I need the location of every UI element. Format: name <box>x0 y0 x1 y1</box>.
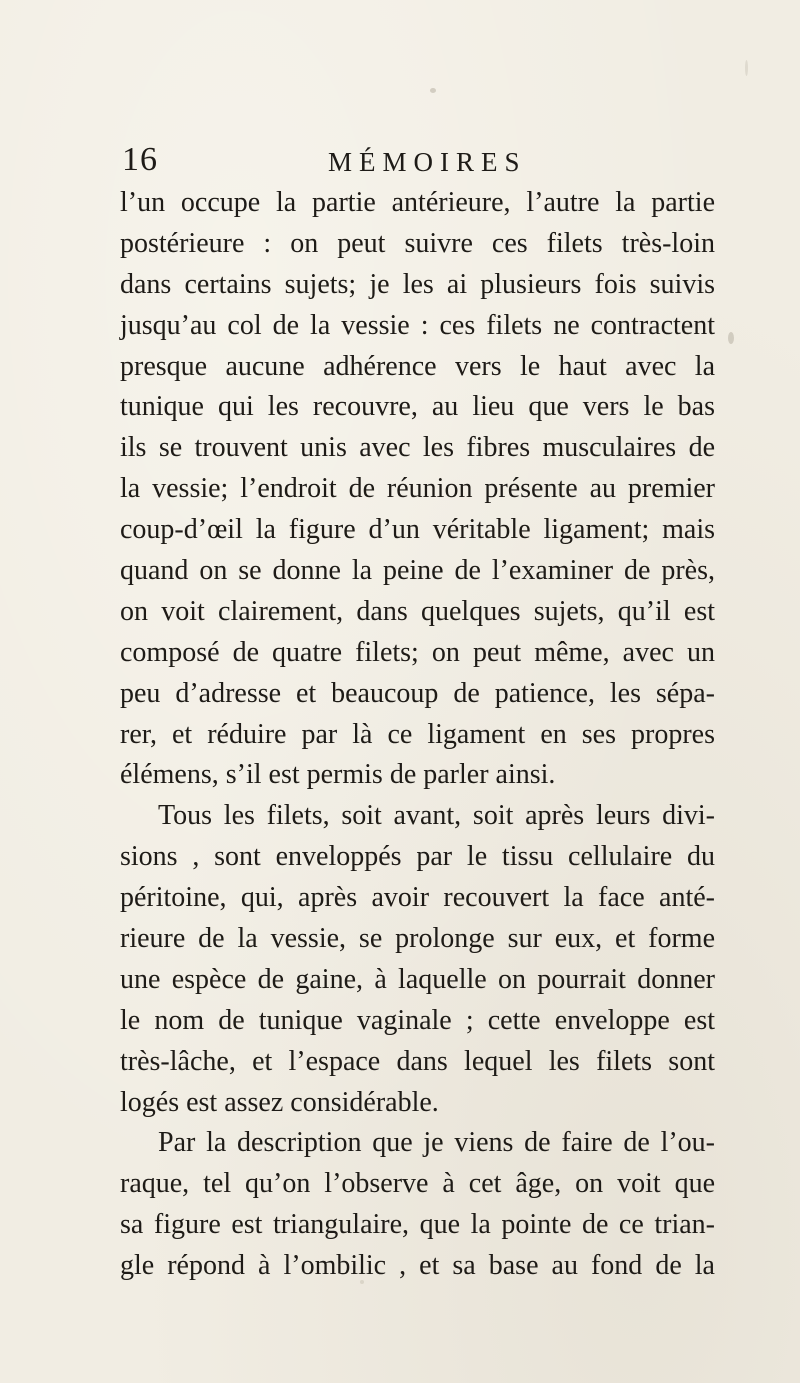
page-header <box>122 140 712 180</box>
text-line: le nom de tunique vaginale ; cette enveloppe est <box>120 1004 715 1036</box>
text-line: presque aucune adhérence vers le haut avec la <box>120 350 715 382</box>
text-line: sa figure est triangulaire, que la pointe de ce trian- <box>120 1209 715 1241</box>
paper-spot <box>430 88 436 93</box>
text-line: on voit clairement, dans quelques sujets, qu’il est <box>120 595 715 627</box>
text-line: péritoine, qui, après avoir recouvert la face anté- <box>120 882 715 914</box>
text-line-paragraph-start: Par la description que je viens de faire de l’ou- <box>158 1127 715 1159</box>
text-line: raque, tel qu’on l’observe à cet âge, on voit que <box>120 1168 715 1200</box>
text-line: une espèce de gaine, à laquelle on pourrait donner <box>120 963 715 995</box>
text-line: coup-d’œil la figure d’un véritable ligament; mais <box>120 514 715 546</box>
paper-spot <box>728 332 734 344</box>
text-line: ils se trouvent unis avec les fibres musculaires de <box>120 432 715 464</box>
text-line: la vessie; l’endroit de réunion présente au premier <box>120 473 715 505</box>
text-line: composé de quatre filets; on peut même, avec un <box>120 636 715 668</box>
paper-spot <box>745 60 748 76</box>
text-line: tunique qui les recouvre, au lieu que vers le bas <box>120 391 715 423</box>
page-number: 16 <box>122 141 158 178</box>
text-line: très-lâche, et l’espace dans lequel les filets sont <box>120 1045 715 1077</box>
text-line: rieure de la vessie, se prolonge sur eux, et forme <box>120 923 715 955</box>
body-text <box>120 183 715 1287</box>
text-line: rer, et réduire par là ce ligament en ses propres <box>120 718 715 750</box>
text-line-paragraph-start: Tous les filets, soit avant, soit après leurs divi- <box>158 800 715 832</box>
text-line: peu d’adresse et beaucoup de patience, les sépa- <box>120 677 715 709</box>
text-line: dans certains sujets; je les ai plusieurs fois suivis <box>120 268 715 300</box>
text-line-paragraph-end: élémens, s’il est permis de parler ainsi. <box>120 759 556 791</box>
text-line: quand on se donne la peine de l’examiner de près, <box>120 555 715 587</box>
running-head: MÉMOIRES <box>328 147 527 177</box>
text-line: jusqu’au col de la vessie : ces filets ne contractent <box>120 309 715 341</box>
text-line: gle répond à l’ombilic , et sa base au fond de la <box>120 1250 715 1282</box>
text-line-paragraph-end: logés est assez considérable. <box>120 1086 439 1118</box>
text-line: sions , sont enveloppés par le tissu cellulaire du <box>120 841 715 873</box>
text-line: postérieure : on peut suivre ces filets très-loin <box>120 227 715 259</box>
text-line: l’un occupe la partie antérieure, l’autre la partie <box>120 187 715 218</box>
